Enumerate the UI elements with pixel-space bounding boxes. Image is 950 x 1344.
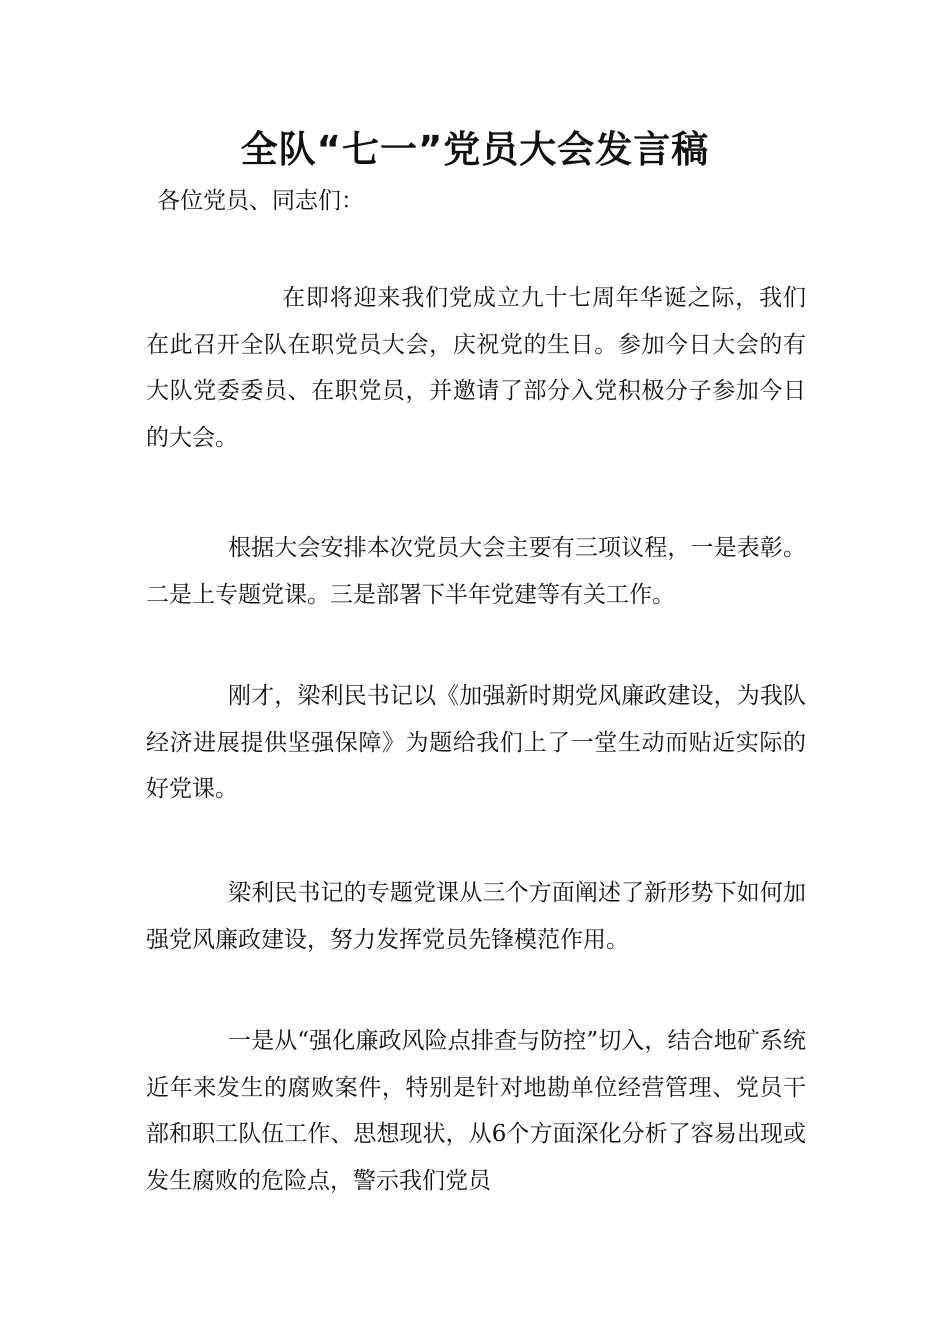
salutation: 各位党员、同志们： bbox=[157, 188, 364, 214]
document-title: 全队“七一”党员大会发言稿 bbox=[240, 128, 710, 171]
paragraph-3: 刚才，梁利民书记以《加强新时期党风廉政建设，为我队经济进展提供坚强保障》为题给我们上了一堂生动而贴近实际的好党课。 bbox=[146, 683, 806, 802]
paragraph-2: 根据大会安排本次党员大会主要有三项议程，一是表彰。二是上专题党课。三是部署下半年党建等有关工作。 bbox=[146, 535, 806, 608]
paragraph-5: 一是从“强化廉政风险点排查与防控”切入，结合地矿系统近年来发生的腐败案件，特别是针对地勘单位经营管理、党员干部和职工队伍工作、思想现状，从6个方面深化分析了容易出现或发生腐败的危险点，警示我们党员 bbox=[146, 1028, 806, 1194]
paragraph-1: 在即将迎来我们党成立九十七周年华诞之际，我们在此召开全队在职党员大会，庆祝党的生日。参加今日大会的有大队党委委员、在职党员，并邀请了部分入党积极分子参加今日的大会。 bbox=[146, 285, 806, 451]
paragraph-4: 梁利民书记的专题党课从三个方面阐述了新形势下如何加强党风廉政建设，努力发挥党员先锋模范作用。 bbox=[146, 880, 806, 953]
